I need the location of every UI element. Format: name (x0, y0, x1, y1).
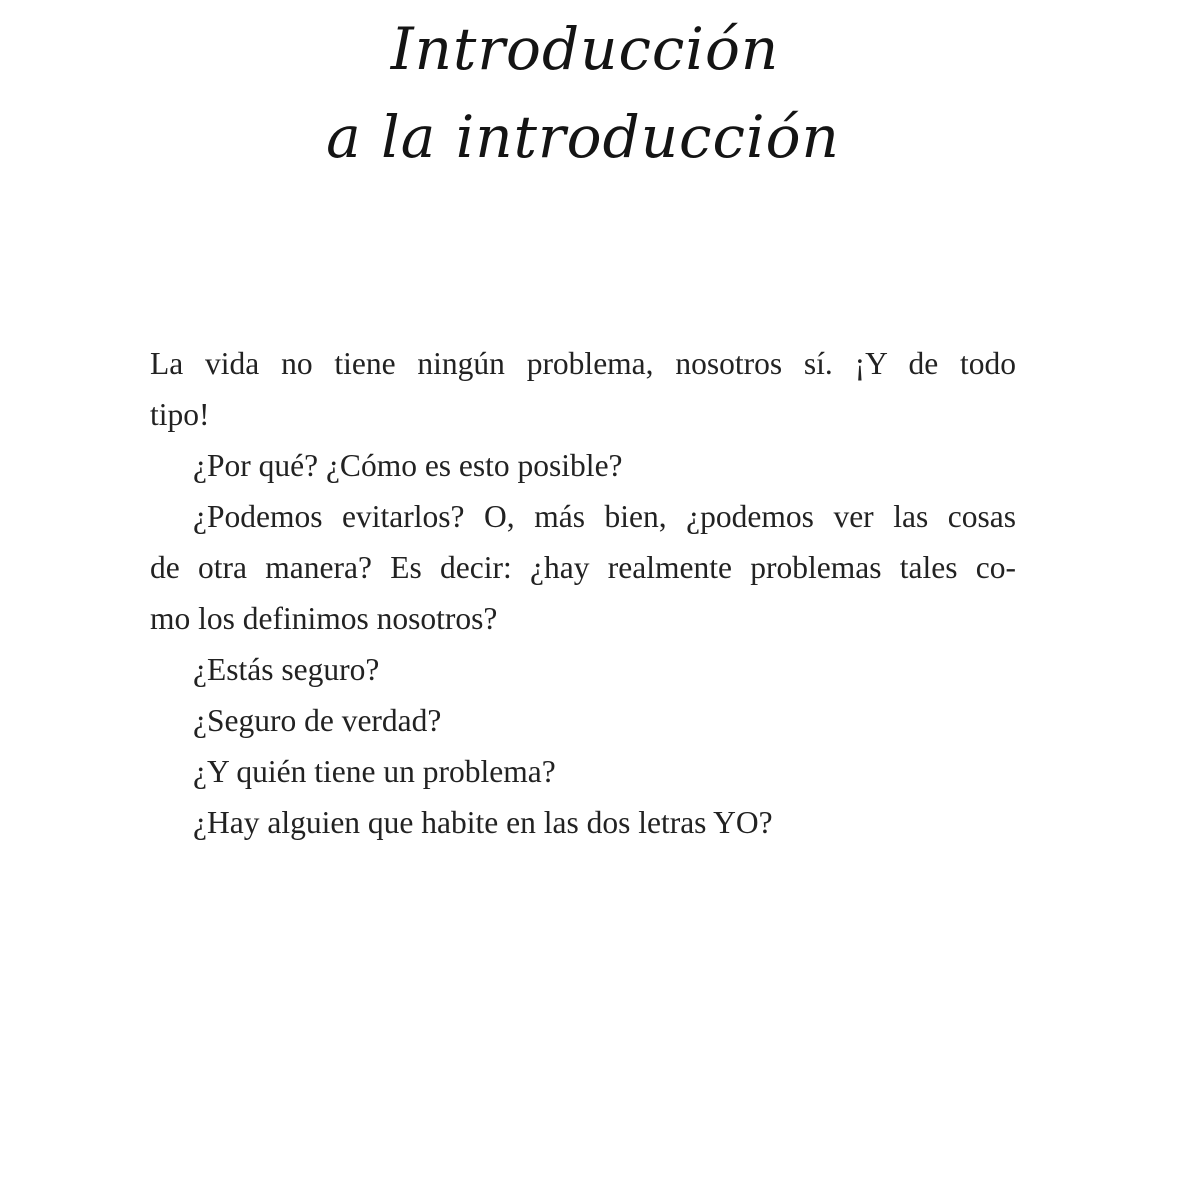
paragraph-7 (150, 797, 1016, 848)
text-line: ¿Podemos evitarlos? O, más bien, ¿podemos ver las cosas (193, 499, 1016, 534)
chapter-title-line-2: a la introducción (326, 103, 840, 171)
text-line: mo los definimos nosotros? (150, 601, 498, 636)
paragraph-6 (150, 746, 1016, 797)
paragraph-4 (150, 644, 1016, 695)
paragraph-5 (150, 695, 1016, 746)
text-line: ¿Estás seguro? (193, 652, 380, 687)
text-line: ¿Por qué? ¿Cómo es esto posible? (193, 448, 623, 483)
text-line: de otra manera? Es decir: ¿hay realmente problemas tales co- (150, 550, 1016, 585)
paragraph-1 (150, 338, 1016, 440)
text-line: ¿Y quién tiene un problema? (193, 754, 556, 789)
text-line: tipo! (150, 397, 210, 432)
chapter-title-line-1: Introducción (390, 15, 780, 83)
paragraph-2 (150, 440, 1016, 491)
text-line: ¿Hay alguien que habite en las dos letras YO? (193, 805, 773, 840)
text-line: ¿Seguro de verdad? (193, 703, 442, 738)
text-line: La vida no tiene ningún problema, nosotros sí. ¡Y de todo (150, 346, 1016, 381)
body-text (150, 338, 1016, 848)
paragraph-3 (150, 491, 1016, 644)
